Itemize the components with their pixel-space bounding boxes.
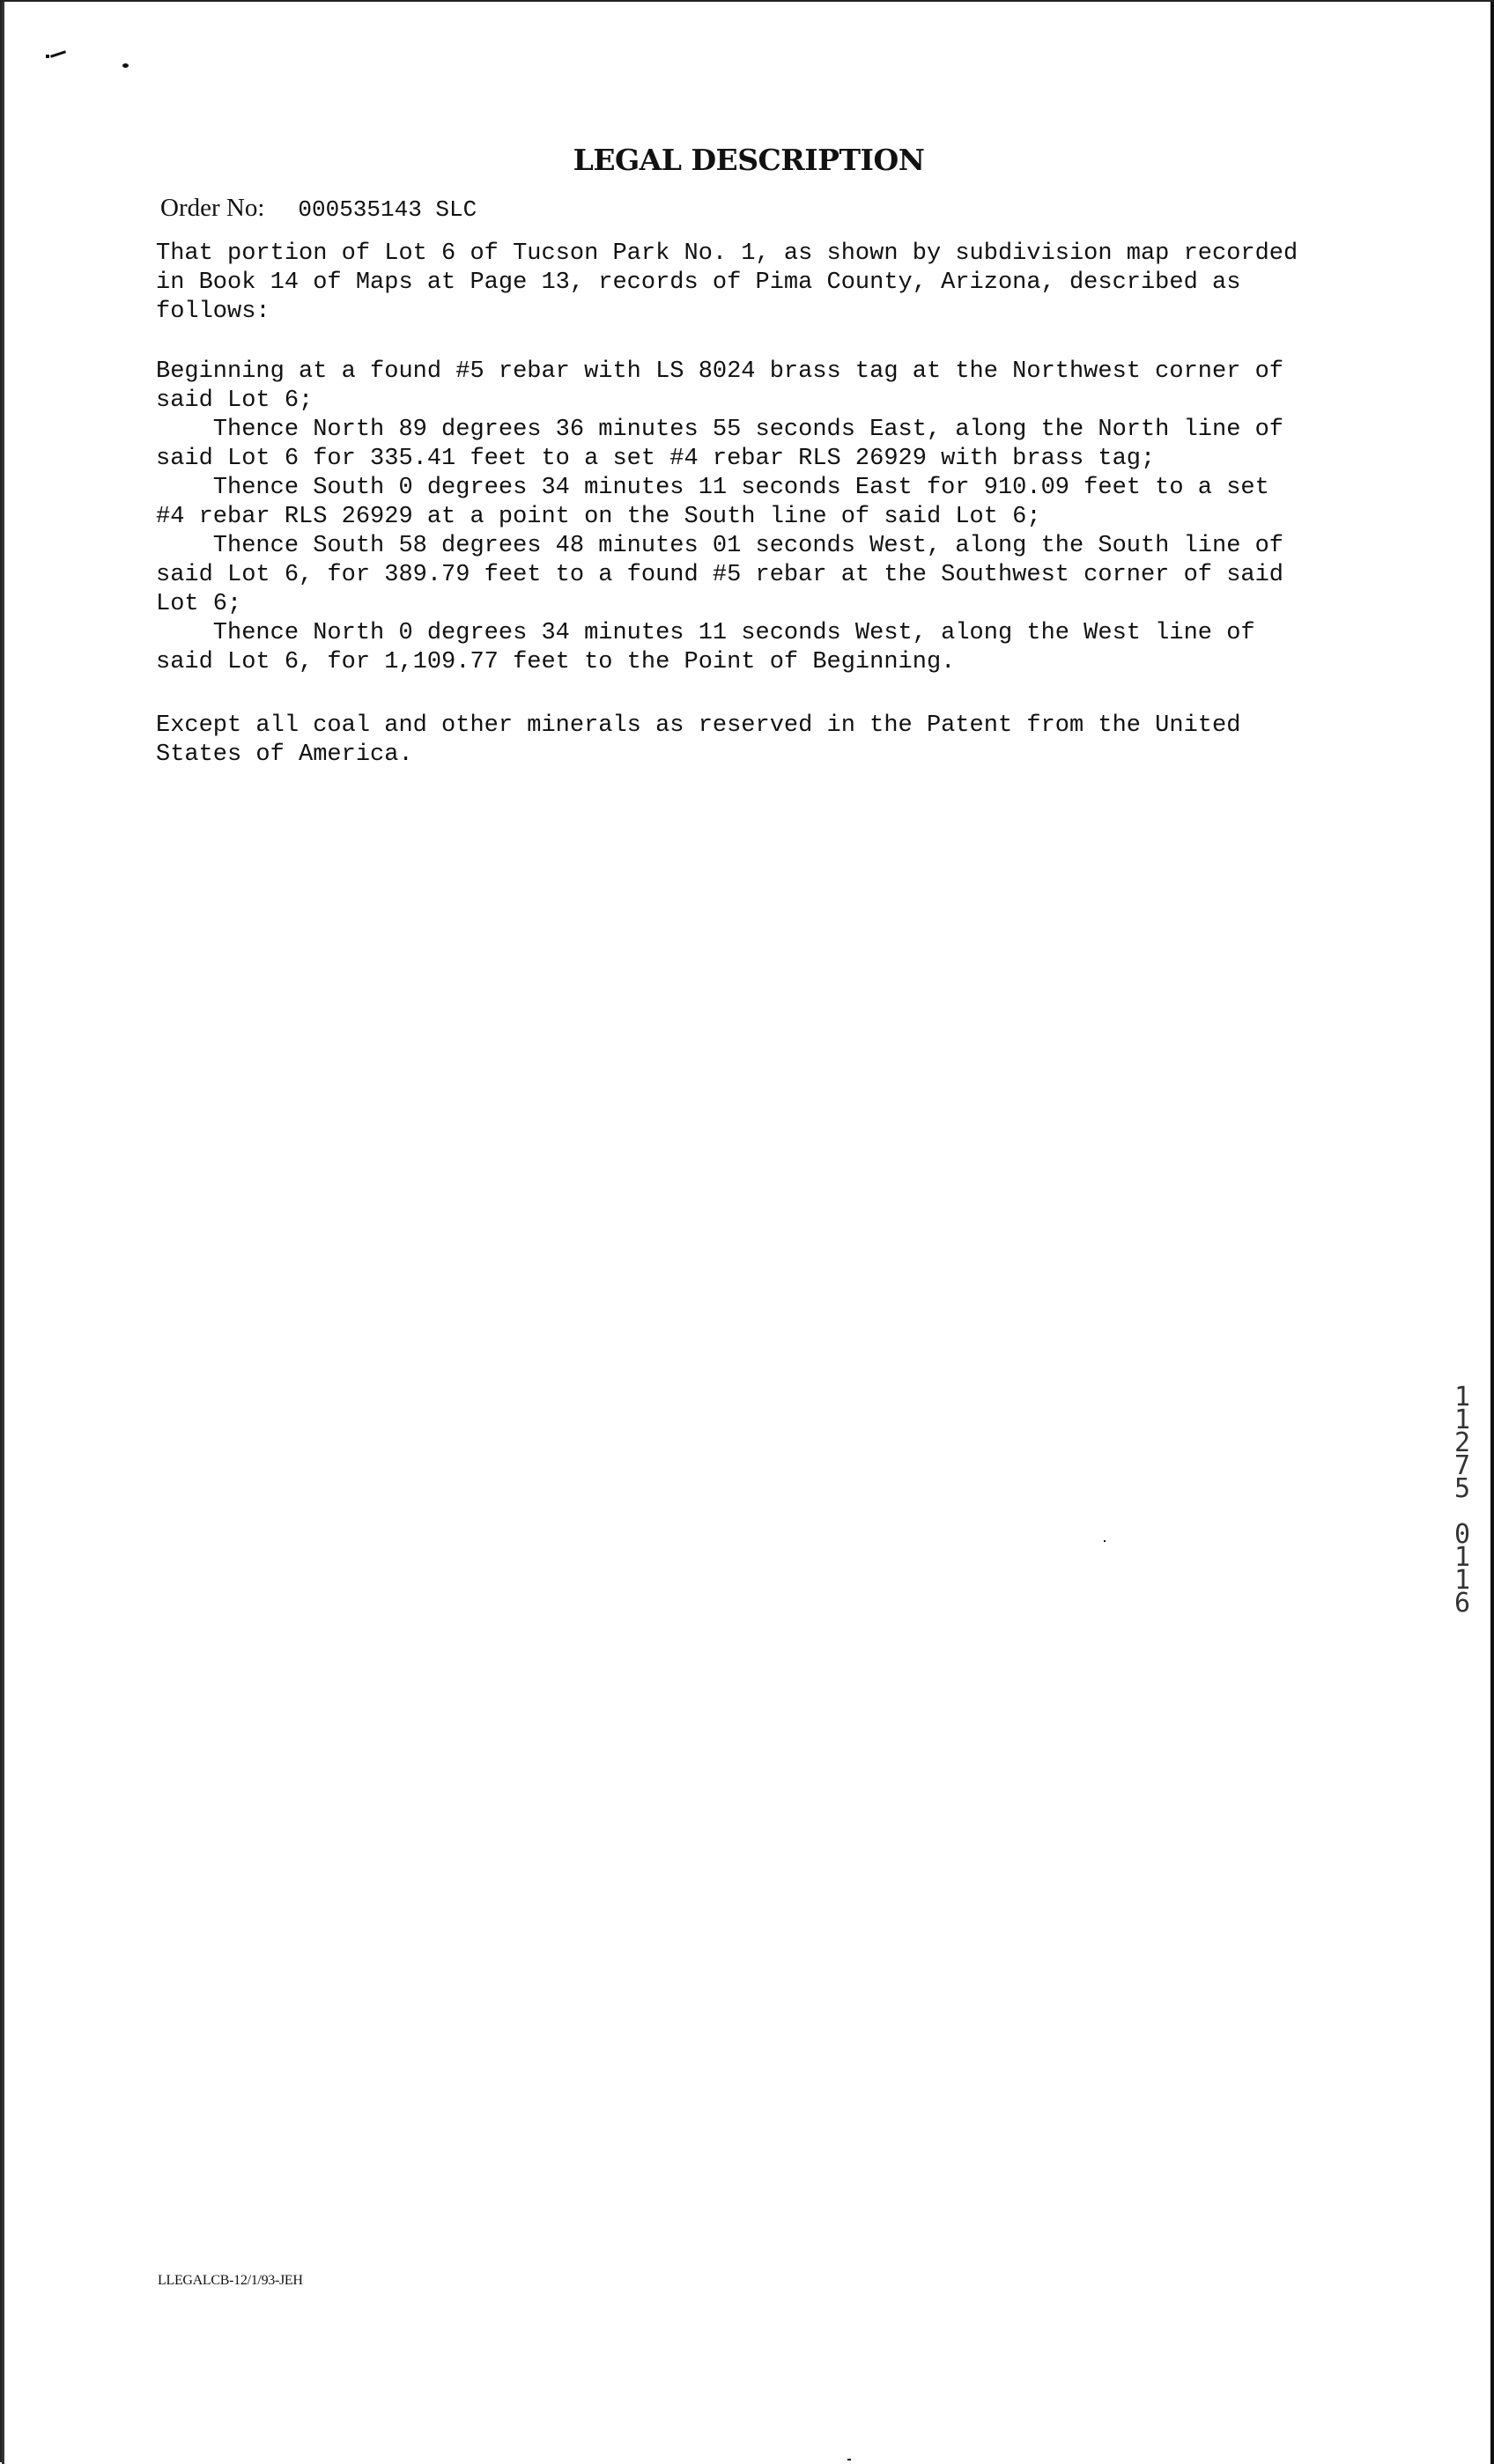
form-code-footer: LLEGALCB-12/1/93-JEH [158, 2273, 303, 2288]
order-number-line [160, 194, 477, 223]
metes-and-bounds-paragraph: Beginning at a found #5 rebar with LS 8024 brass tag at the Northwest corner of said Lot 6; Thence North 89 degrees 36 minutes 55 seconds East, along the North line of said Lot 6 for 335.41 feet to a set #4 rebar RLS 26929 with brass tag; Thence South 0 degrees 34 minutes 11 seconds East for 910.09 feet to a set #4 rebar RLS 26929 at a point on the South line of said Lot 6; Thence South 58 degrees 48 minutes 01 seconds West, along the South line of said Lot 6, for 389.79 feet to a found #5 rebar at the Southwest corner of said Lot 6; Thence North 0 degrees 34 minutes 11 seconds West, along the West line of said Lot 6, for 1,109.77 feet to the Point of Beginning. [156, 358, 1284, 675]
order-number-value: 000535143 SLC [298, 196, 477, 223]
order-number-label: Order No: [160, 194, 265, 222]
scan-speck [122, 63, 129, 68]
scan-speck [46, 55, 49, 58]
stamp-digit: 1 [1453, 1565, 1471, 1596]
stamp-digit: 0 [1453, 1519, 1471, 1550]
scan-edge-right [1490, 2, 1494, 2464]
document-title: LEGAL DESCRIPTION [573, 143, 925, 177]
scan-speck [1104, 1540, 1106, 1542]
scan-speck [50, 50, 66, 57]
margin-docket-stamp [1445, 1382, 1480, 1619]
stamp-digit: 1 [1453, 1405, 1471, 1435]
stamp-digit: 2 [1453, 1427, 1471, 1458]
exception-paragraph: Except all coal and other minerals as reserved in the Patent from the United States of America. [156, 712, 1241, 768]
scan-speck [847, 2459, 851, 2460]
stamp-digit: 7 [1453, 1450, 1471, 1481]
intro-paragraph: That portion of Lot 6 of Tucson Park No. 1, as shown by subdivision map recorded in Book 14 of Maps at Page 13, records of Pima County, Arizona, described as follows: [156, 240, 1298, 325]
scan-edge-left [2, 2, 4, 2464]
stamp-digit: 1 [1453, 1542, 1471, 1573]
stamp-digit: 6 [1453, 1588, 1471, 1619]
stamp-digit: 5 [1453, 1473, 1471, 1504]
stamp-digit: 1 [1453, 1382, 1471, 1413]
